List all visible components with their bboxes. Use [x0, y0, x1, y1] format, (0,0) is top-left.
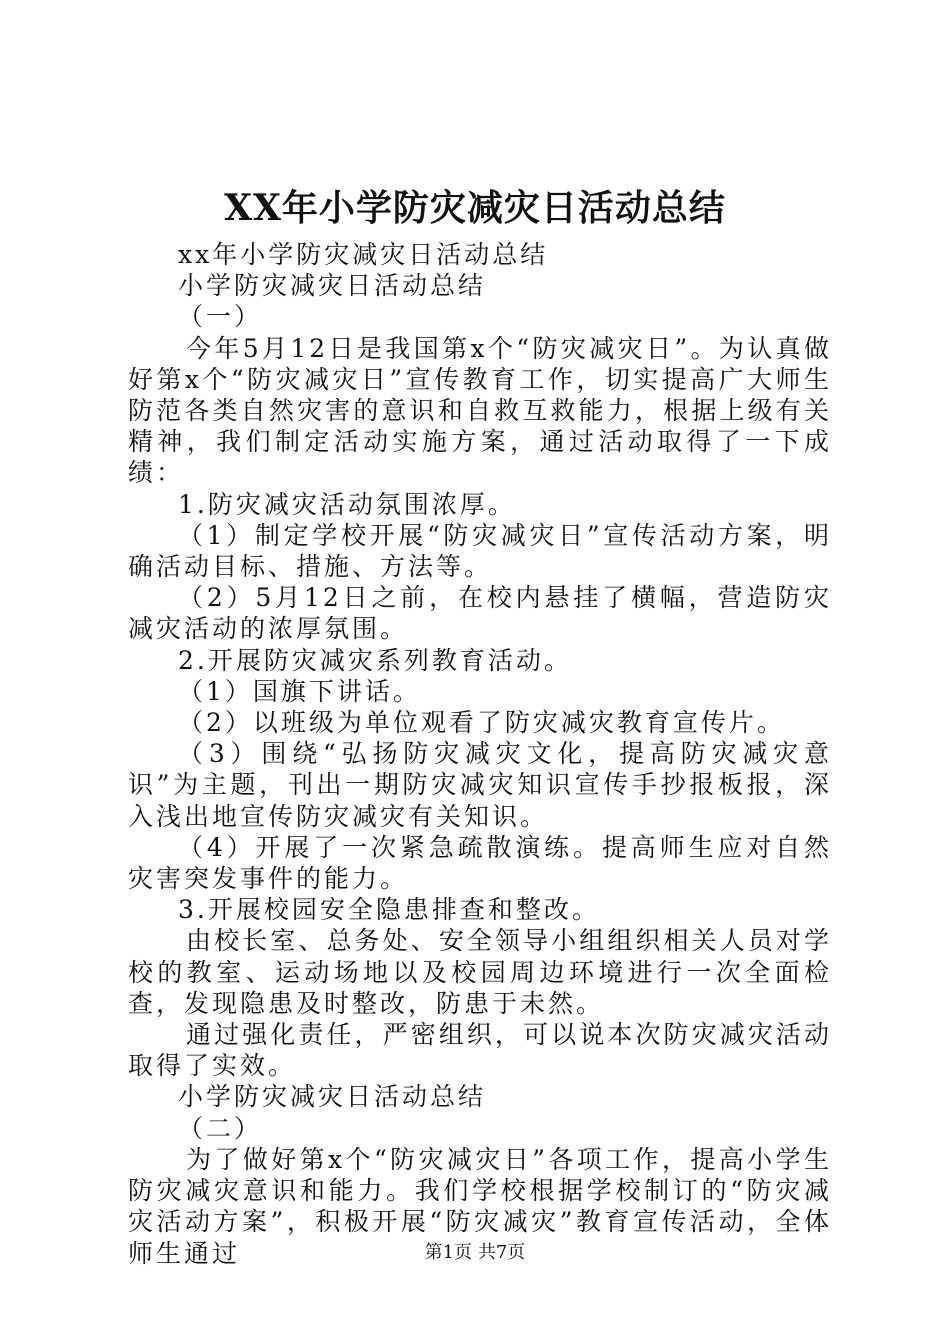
list-item: （2）5月12日之前，在校内悬挂了横幅，营造防灾减灾活动的浓厚氛围。 [128, 583, 832, 644]
list-item: （1）国旗下讲话。 [178, 676, 421, 706]
paragraph: 为了做好第x个“防灾减灾日”各项工作，提高小学生防灾减灾意识和能力。我们学校根据学校制订的“防灾减灾活动方案”，积极开展“防灾减灾”教育宣传活动，全体师生通过 [128, 1144, 832, 1268]
paragraph-heading: 小学防灾减灾日活动总结 [178, 271, 487, 301]
section-number: （一） [178, 302, 263, 332]
paragraph-heading: 小学防灾减灾日活动总结 [178, 1082, 487, 1112]
list-heading: 2.开展防灾减灾系列教育活动。 [178, 645, 572, 675]
list-item: （1）制定学校开展“防灾减灾日”宣传活动方案，明确活动目标、措施、方法等。 [128, 520, 832, 582]
paragraph: 通过强化责任，严密组织，可以说本次防灾减灾活动取得了实效。 [128, 1020, 832, 1081]
page-footer: 第1页 共7页 [424, 1242, 526, 1263]
paragraph-subtitle: xx年小学防灾减灾日活动总结 [178, 240, 549, 269]
section-number: （二） [178, 1113, 263, 1143]
paragraph-intro: 今年5月12日是我国第x个“防灾减灾日”。为认真做好第x个“防灾减灾日”宣传教育工作，切实提高广大师生防范各类自然灾害的意识和自救互救能力，根据上级有关精神，我们制定活动实施方案，通过活动取得了一下成绩： [128, 333, 832, 488]
list-item: （2）以班级为单位观看了防灾减灾教育宣传片。 [178, 708, 785, 738]
document-title: XX年小学防灾减灾日活动总结 [224, 187, 726, 229]
list-heading: 1.防灾减灾活动氛围浓厚。 [178, 489, 516, 519]
list-heading: 3.开展校园安全隐患排查和整改。 [178, 895, 600, 925]
document-body [128, 239, 832, 1269]
list-item: （3）围绕“弘扬防灾减灾文化，提高防灾减灾意识”为主题，刊出一期防灾减灾知识宣传手抄报板报，深入浅出地宣传防灾减灾有关知识。 [128, 739, 832, 831]
list-item: （4）开展了一次紧急疏散演练。提高师生应对自然灾害突发事件的能力。 [128, 832, 832, 894]
paragraph: 由校长室、总务处、安全领导小组组织相关人员对学校的教室、运动场地以及校园周边环境进行一次全面检查，发现隐患及时整改，防患于未然。 [128, 926, 832, 1018]
